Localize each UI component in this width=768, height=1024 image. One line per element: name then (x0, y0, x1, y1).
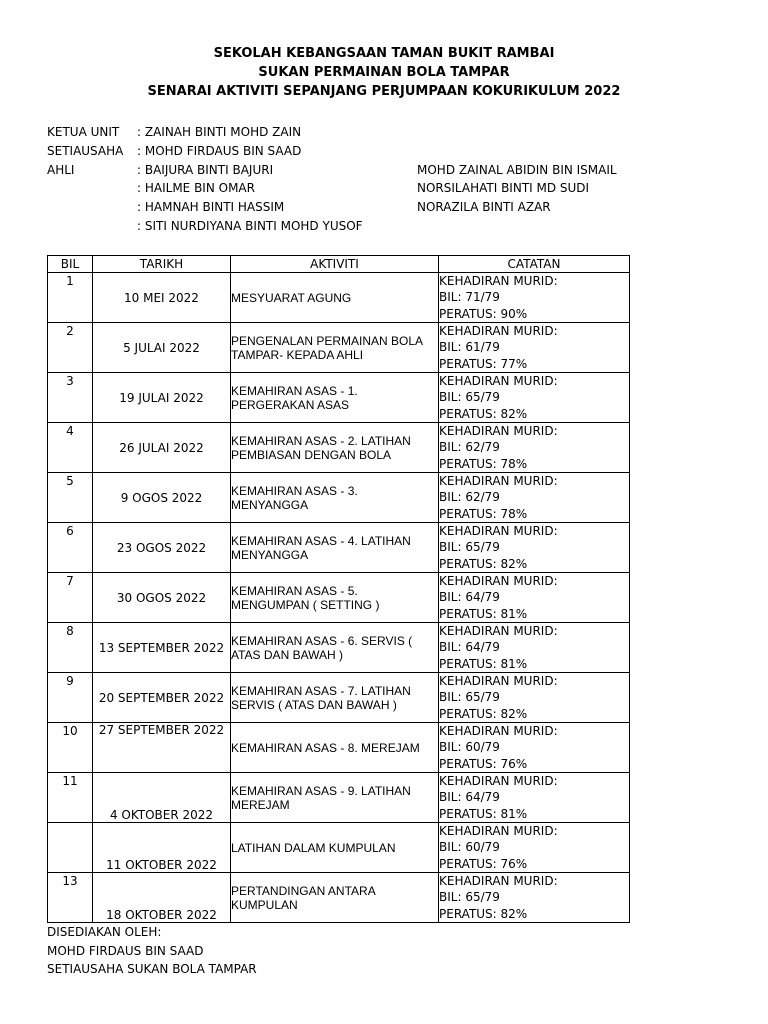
catatan-line: KEHADIRAN MURID: (439, 824, 558, 838)
catatan-line: KEHADIRAN MURID: (439, 874, 558, 888)
cell-tarikh: 4 OKTOBER 2022 (93, 773, 231, 823)
catatan-line: BIL: 65/79 (439, 890, 500, 905)
committee-info (47, 123, 727, 236)
cell-bil (48, 823, 93, 873)
cell-catatan (439, 273, 630, 323)
cell-tarikh: 9 OGOS 2022 (93, 473, 231, 523)
prepared-by-label: DISEDIAKAN OLEH: (47, 925, 162, 939)
cell-tarikh: 23 OGOS 2022 (93, 523, 231, 573)
col-header-aktiviti: AKTIVITI (231, 256, 439, 273)
cell-aktiviti: KEMAHIRAN ASAS - 4. LATIHAN MENYANGGA (231, 523, 439, 573)
table-header-row (48, 256, 630, 273)
cell-tarikh: 20 SEPTEMBER 2022 (93, 673, 231, 723)
activity-table (47, 255, 630, 923)
catatan-line: PERATUS: 76% (439, 856, 528, 871)
setiausaha-row (47, 142, 727, 161)
cell-bil: 3 (48, 373, 93, 423)
cell-tarikh: 30 OGOS 2022 (93, 573, 231, 623)
table-row (48, 823, 630, 873)
document-title: SENARAI AKTIVITI SEPANJANG PERJUMPAAN KOKURIKULUM 2022 (147, 84, 621, 99)
school-name: SEKOLAH KEBANGSAAN TAMAN BUKIT RAMBAI (213, 46, 555, 61)
cell-bil: 13 (48, 873, 93, 923)
catatan-line: BIL: 65/79 (439, 690, 500, 705)
catatan-line: BIL: 64/79 (439, 640, 500, 655)
table-row (48, 423, 630, 473)
table-row (48, 523, 630, 573)
preparer-position: SETIAUSAHA SUKAN BOLA TAMPAR (47, 962, 257, 976)
ahli-label: AHLI (47, 162, 75, 177)
catatan-line: PERATUS: 78% (439, 506, 528, 521)
catatan-line: BIL: 60/79 (439, 840, 500, 855)
catatan-line: PERATUS: 82% (439, 556, 528, 571)
cell-aktiviti: KEMAHIRAN ASAS - 6. SERVIS ( ATAS DAN BAWAH ) (231, 623, 439, 673)
catatan-line: BIL: 61/79 (439, 340, 500, 355)
catatan-line: KEHADIRAN MURID: (439, 424, 558, 438)
catatan-line: PERATUS: 82% (439, 706, 528, 721)
cell-bil: 5 (48, 473, 93, 523)
catatan-line: PERATUS: 81% (439, 606, 528, 621)
table-row (48, 873, 630, 923)
document-header (0, 44, 768, 101)
catatan-line: PERATUS: 81% (439, 656, 528, 671)
ahli-row (47, 179, 727, 198)
ahli-member: NORSILAHATI BINTI MD SUDI (417, 181, 590, 196)
table-row (48, 573, 630, 623)
cell-bil: 2 (48, 323, 93, 373)
catatan-line: KEHADIRAN MURID: (439, 474, 558, 488)
cell-aktiviti: KEMAHIRAN ASAS - 8. MEREJAM (231, 723, 439, 773)
ahli-member: NORAZILA BINTI AZAR (417, 200, 551, 215)
cell-tarikh: 18 OKTOBER 2022 (93, 873, 231, 923)
table-row (48, 723, 630, 773)
catatan-line: PERATUS: 82% (439, 406, 528, 421)
ahli-member: : BAIJURA BINTI BAJURI (137, 162, 274, 177)
table-row (48, 473, 630, 523)
cell-aktiviti: KEMAHIRAN ASAS - 7. LATIHAN SERVIS ( ATAS DAN BAWAH ) (231, 673, 439, 723)
catatan-line: KEHADIRAN MURID: (439, 674, 558, 688)
catatan-line: KEHADIRAN MURID: (439, 374, 558, 388)
ahli-member: : HAILME BIN OMAR (137, 181, 255, 196)
cell-aktiviti: LATIHAN DALAM KUMPULAN (231, 823, 439, 873)
table-row (48, 673, 630, 723)
ahli-row (47, 217, 727, 236)
table-row (48, 623, 630, 673)
cell-aktiviti: KEMAHIRAN ASAS - 1. PERGERAKAN ASAS (231, 373, 439, 423)
cell-catatan (439, 623, 630, 673)
catatan-line: PERATUS: 82% (439, 906, 528, 921)
ahli-row (47, 198, 727, 217)
cell-aktiviti: KEMAHIRAN ASAS - 9. LATIHAN MEREJAM (231, 773, 439, 823)
cell-bil: 11 (48, 773, 93, 823)
ahli-member: : HAMNAH BINTI HASSIM (137, 200, 285, 215)
table-row (48, 373, 630, 423)
col-header-tarikh: TARIKH (93, 256, 231, 273)
cell-catatan (439, 873, 630, 923)
ketua-unit-row (47, 123, 727, 142)
ahli-row (47, 161, 727, 180)
cell-bil: 8 (48, 623, 93, 673)
table-row (48, 273, 630, 323)
catatan-line: BIL: 62/79 (439, 490, 500, 505)
cell-catatan (439, 573, 630, 623)
activity-table-body (48, 273, 630, 923)
prepared-by (47, 923, 257, 979)
cell-bil: 9 (48, 673, 93, 723)
catatan-line: BIL: 62/79 (439, 440, 500, 455)
cell-catatan (439, 823, 630, 873)
table-row (48, 773, 630, 823)
cell-tarikh: 11 OKTOBER 2022 (93, 823, 231, 873)
ketua-unit-value: : ZAINAH BINTI MOHD ZAIN (137, 125, 302, 139)
cell-catatan (439, 723, 630, 773)
cell-catatan (439, 773, 630, 823)
cell-catatan (439, 673, 630, 723)
cell-bil: 1 (48, 273, 93, 323)
catatan-line: PERATUS: 78% (439, 456, 528, 471)
catatan-line: PERATUS: 90% (439, 306, 528, 321)
ahli-member: : SITI NURDIYANA BINTI MOHD YUSOF (137, 218, 363, 233)
catatan-line: BIL: 65/79 (439, 390, 500, 405)
cell-bil: 7 (48, 573, 93, 623)
catatan-line: KEHADIRAN MURID: (439, 524, 558, 538)
cell-bil: 6 (48, 523, 93, 573)
catatan-line: KEHADIRAN MURID: (439, 574, 558, 588)
cell-aktiviti: KEMAHIRAN ASAS - 5. MENGUMPAN ( SETTING ) (231, 573, 439, 623)
sport-name: SUKAN PERMAINAN BOLA TAMPAR (258, 65, 510, 80)
cell-tarikh: 26 JULAI 2022 (93, 423, 231, 473)
catatan-line: PERATUS: 77% (439, 356, 528, 371)
ketua-unit-label: KETUA UNIT (47, 125, 120, 139)
cell-aktiviti: KEMAHIRAN ASAS - 3. MENYANGGA (231, 473, 439, 523)
setiausaha-value: : MOHD FIRDAUS BIN SAAD (137, 143, 302, 158)
col-header-bil: BIL (48, 256, 93, 273)
catatan-line: PERATUS: 81% (439, 806, 528, 821)
cell-aktiviti: KEMAHIRAN ASAS - 2. LATIHAN PEMBIASAN DENGAN BOLA (231, 423, 439, 473)
cell-aktiviti: PENGENALAN PERMAINAN BOLA TAMPAR- KEPADA AHLI (231, 323, 439, 373)
catatan-line: KEHADIRAN MURID: (439, 274, 558, 288)
cell-tarikh: 13 SEPTEMBER 2022 (93, 623, 231, 673)
catatan-line: PERATUS: 76% (439, 756, 528, 771)
table-row (48, 323, 630, 373)
cell-catatan (439, 323, 630, 373)
cell-bil: 4 (48, 423, 93, 473)
catatan-line: KEHADIRAN MURID: (439, 774, 558, 788)
cell-tarikh: 27 SEPTEMBER 2022 (93, 723, 231, 773)
cell-tarikh: 10 MEI 2022 (93, 273, 231, 323)
cell-tarikh: 19 JULAI 2022 (93, 373, 231, 423)
catatan-line: BIL: 71/79 (439, 290, 500, 305)
cell-tarikh: 5 JULAI 2022 (93, 323, 231, 373)
cell-catatan (439, 523, 630, 573)
catatan-line: KEHADIRAN MURID: (439, 624, 558, 638)
catatan-line: KEHADIRAN MURID: (439, 324, 558, 338)
catatan-line: BIL: 65/79 (439, 540, 500, 555)
cell-catatan (439, 473, 630, 523)
cell-aktiviti: PERTANDINGAN ANTARA KUMPULAN (231, 873, 439, 923)
catatan-line: BIL: 64/79 (439, 790, 500, 805)
ahli-member: MOHD ZAINAL ABIDIN BIN ISMAIL (417, 162, 617, 177)
col-header-catatan: CATATAN (439, 256, 630, 273)
cell-aktiviti: MESYUARAT AGUNG (231, 273, 439, 323)
setiausaha-label: SETIAUSAHA (47, 143, 124, 158)
cell-catatan (439, 423, 630, 473)
cell-bil: 10 (48, 723, 93, 773)
catatan-line: BIL: 60/79 (439, 740, 500, 755)
catatan-line: BIL: 64/79 (439, 590, 500, 605)
cell-catatan (439, 373, 630, 423)
preparer-name: MOHD FIRDAUS BIN SAAD (47, 943, 204, 958)
catatan-line: KEHADIRAN MURID: (439, 724, 558, 738)
